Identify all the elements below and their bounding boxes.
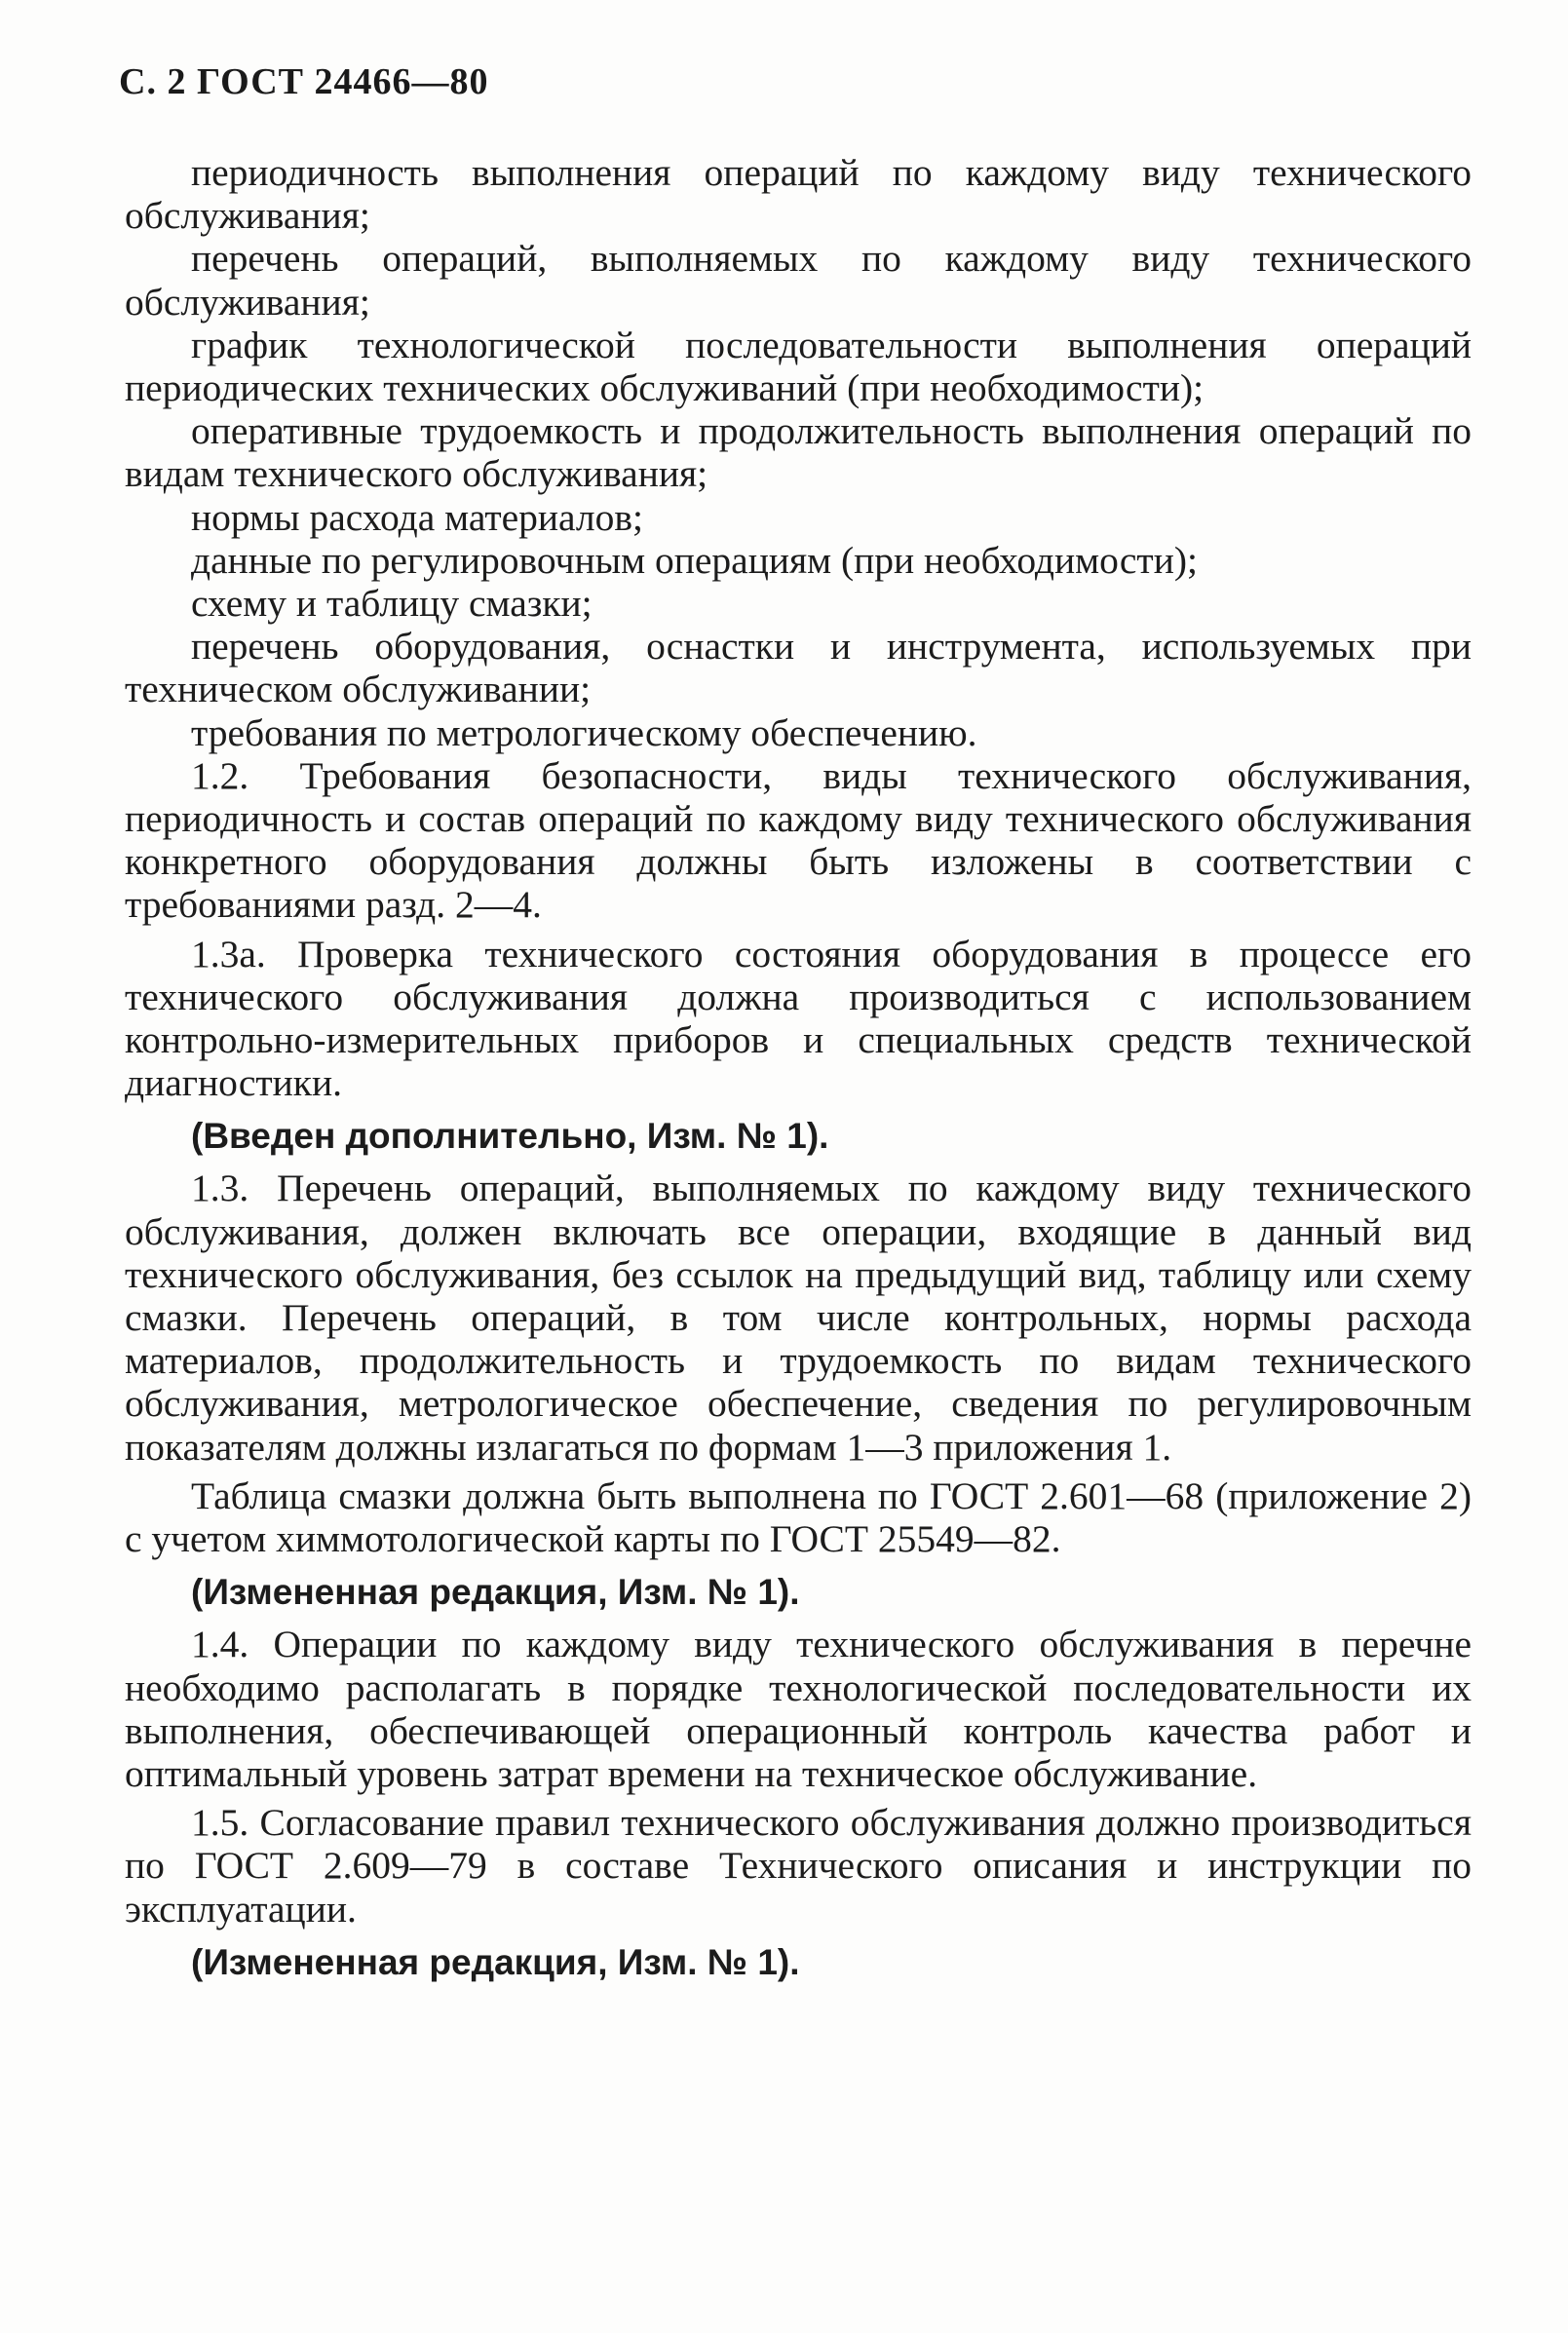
lubrication-table-paragraph: Таблица смазки должна быть выполнена по ГОСТ 2.601—68 (приложение 2) с учетом химмотологической карты по ГОСТ 25549—82. — [125, 1473, 1472, 1561]
paragraph: схему и таблицу смазки; — [191, 582, 593, 626]
clause-1-3: 1.3. Перечень операций, выполняемых по каждому виду технического обслуживания, должен включать все операции, входящие в данный вид технического обслуживания, без ссылок на предыдущий вид, таблицу или схему смазки. Перечень операций, в том числе контрольных, нормы расхода материалов, продолжительность и трудоемкость по видам технического обслуживания, метрологическое обеспечение, сведения по регулировочным показателям должны излагаться по формам 1—3 приложения 1. — [125, 1166, 1472, 1469]
paragraph: периодичность выполнения операций по каждому виду технического обслуживания; — [125, 151, 1472, 238]
amendment-note: (Измененная редакция, Изм. № 1). — [191, 1941, 800, 1982]
paragraph: график технологической последовательности выполнения операций периодических технических обслуживаний (при необходимости); — [125, 323, 1472, 410]
amendment-note: (Введен дополнительно, Изм. № 1). — [191, 1116, 829, 1157]
paragraph: перечень операций, выполняемых по каждому виду технического обслуживания; — [125, 237, 1472, 324]
paragraph: перечень оборудования, оснастки и инструмента, используемых при техническом обслуживании; — [125, 625, 1472, 711]
page-header: С. 2 ГОСТ 24466—80 — [119, 61, 489, 102]
paragraph: нормы расхода материалов; — [191, 495, 643, 539]
paragraph: данные по регулировочным операциям (при необходимости); — [191, 538, 1198, 582]
document-body — [125, 151, 1472, 1993]
clause-1-2: 1.2. Требования безопасности, виды технического обслуживания, периодичность и состав операций по каждому виду технического обслуживания конкретного оборудования должны быть изложены в соответствии с требованиями разд. 2—4. — [125, 753, 1472, 927]
clause-1-4: 1.4. Операции по каждому виду технического обслуживания в перечне необходимо располагать в порядке технологической последовательности их выполнения, обеспечивающей операционный контроль качества работ и оптимальный уровень затрат времени на техническое обслуживание. — [125, 1623, 1472, 1795]
clause-1-5: 1.5. Согласование правил технического обслуживания должно производиться по ГОСТ 2.609—79 в составе Технического описания и инструкции по эксплуатации. — [125, 1801, 1472, 1931]
paragraph: требования по метрологическому обеспечению. — [191, 710, 977, 754]
paragraph: оперативные трудоемкость и продолжительность выполнения операций по видам технического обслуживания; — [125, 409, 1472, 496]
amendment-note: (Измененная редакция, Изм. № 1). — [191, 1572, 800, 1613]
clause-1-3a: 1.3а. Проверка технического состояния оборудования в процессе его технического обслуживания должна производиться с использованием контрольно-измерительных приборов и специальных средств технической диагностики. — [125, 932, 1472, 1105]
